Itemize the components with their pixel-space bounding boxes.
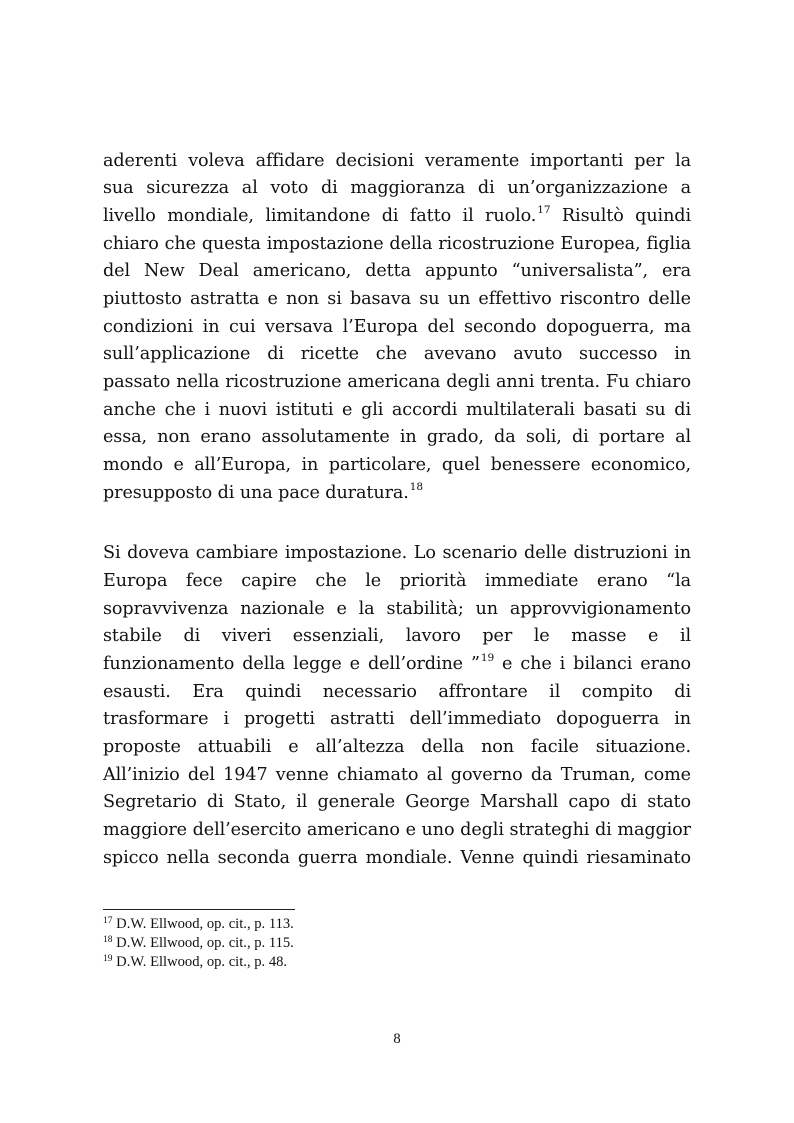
text-line — [103, 651, 691, 678]
footnote-text: D.W. Ellwood, op. cit., p. 48. — [112, 954, 288, 970]
text-line: piuttosto astratta e non si basava su un effettivo riscontro delle — [103, 289, 691, 309]
footnote-text: D.W. Ellwood, op. cit., p. 113. — [112, 916, 294, 932]
text-segment: Risultò quindi — [550, 206, 691, 226]
footnote-ref-17: 17 — [537, 204, 551, 216]
text-line — [103, 203, 691, 230]
text-segment: livello mondiale, limitandone di fatto il ruolo. — [103, 206, 537, 226]
text-line: esausti. Era quindi necessario affrontare il compito di — [103, 682, 691, 702]
text-line — [103, 480, 691, 507]
text-line: stabile di viveri essenziali, lavoro per le masse e il — [103, 626, 691, 646]
text-line: condizioni in cui versava l’Europa del secondo dopoguerra, ma — [103, 317, 691, 337]
footnote-ref-18: 18 — [409, 481, 423, 493]
page-number: 8 — [393, 1031, 401, 1047]
footnote-text: D.W. Ellwood, op. cit., p. 115. — [112, 935, 294, 951]
text-line: Si doveva cambiare impostazione. Lo scenario delle distruzioni in — [103, 543, 691, 563]
text-line: sua sicurezza al voto di maggioranza di un’organizzazione a — [103, 178, 691, 198]
text-line: proposte attuabili e all’altezza della non facile situazione. — [103, 737, 691, 757]
text-line: aderenti voleva affidare decisioni veramente importanti per la — [103, 151, 691, 171]
text-line: del New Deal americano, detta appunto “universalista”, era — [103, 261, 691, 281]
text-line: anche che i nuovi istituti e gli accordi multilaterali basati su di — [103, 400, 691, 420]
footnote-18 — [103, 934, 294, 954]
text-line: Europa fece capire che le priorità immediate erano “la — [103, 571, 691, 591]
footnote-number: 18 — [103, 935, 113, 945]
footnote-separator — [103, 909, 295, 910]
text-line: Segretario di Stato, il generale George Marshall capo di stato — [103, 792, 691, 812]
text-line: All’inizio del 1947 venne chiamato al governo da Truman, come — [103, 765, 691, 785]
footnote-17 — [103, 915, 294, 935]
text-line: sopravvivenza nazionale e la stabilità; un approvvigionamento — [103, 599, 691, 619]
text-segment: presupposto di una pace duratura. — [103, 483, 409, 503]
text-line: chiaro che questa impostazione della ricostruzione Europea, figlia — [103, 234, 691, 254]
text-segment: funzionamento della legge e dell’ordine ” — [103, 654, 480, 674]
text-line: essa, non erano assolutamente in grado, da soli, di portare al — [103, 427, 691, 447]
text-line: mondo e all’Europa, in particolare, quel benessere economico, — [103, 455, 691, 475]
text-line: passato nella ricostruzione americana degli anni trenta. Fu chiaro — [103, 372, 691, 392]
footnote-number: 19 — [103, 954, 113, 964]
text-segment: e che i bilanci erano — [494, 654, 692, 674]
footnote-19 — [103, 953, 287, 973]
footnote-number: 17 — [103, 916, 113, 926]
text-line: trasformare i progetti astratti dell’immediato dopoguerra in — [103, 709, 691, 729]
text-line: spicco nella seconda guerra mondiale. Venne quindi riesaminato — [103, 848, 691, 868]
text-line: maggiore dell’esercito americano e uno degli strateghi di maggior — [103, 820, 691, 840]
footnote-ref-19: 19 — [480, 652, 495, 664]
text-line: sull’applicazione di ricette che avevano avuto successo in — [103, 344, 691, 364]
